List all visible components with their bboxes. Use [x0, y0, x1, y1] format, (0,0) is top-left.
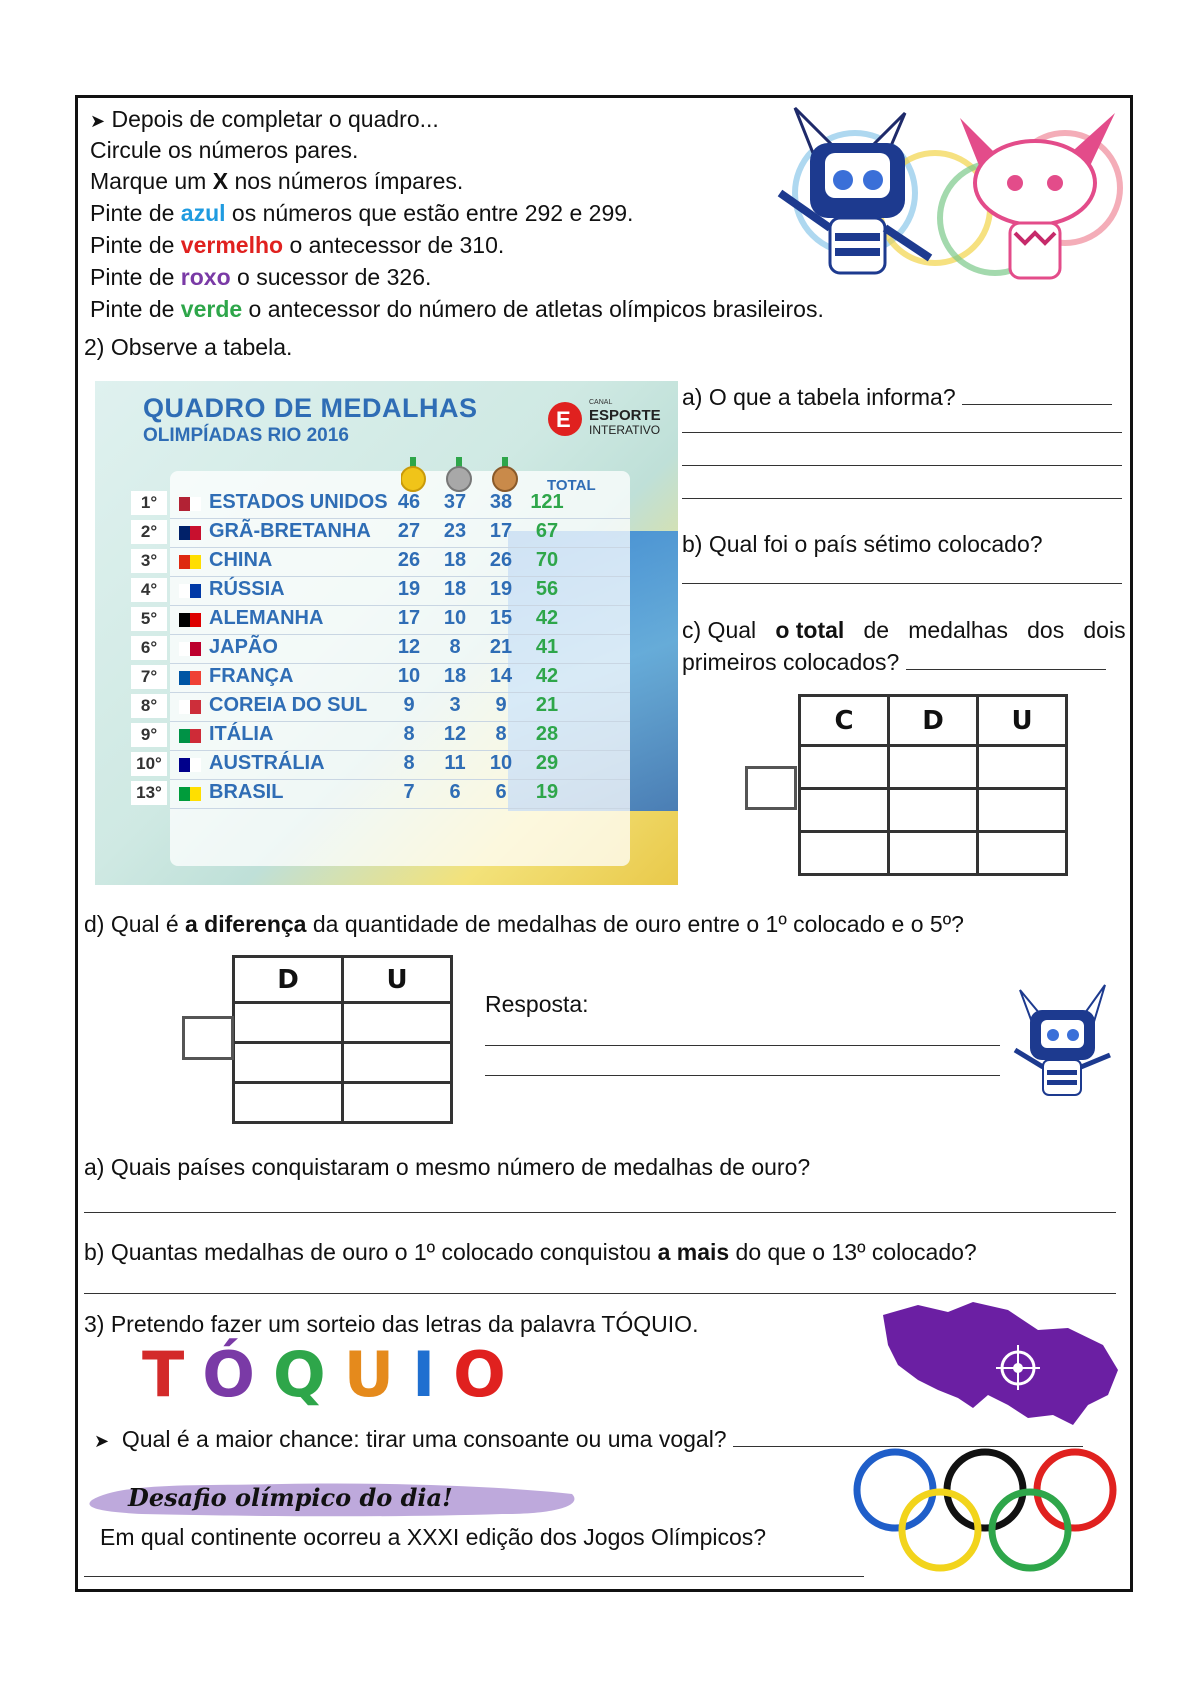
- toquio-letter: O: [453, 1338, 506, 1411]
- answer-line[interactable]: [84, 1576, 864, 1577]
- medal-total: 121: [530, 491, 564, 513]
- medal-row: [131, 549, 651, 577]
- country-name: ALEMANHA: [209, 607, 324, 629]
- medal-table-subtitle: OLIMPÍADAS RIO 2016: [143, 425, 349, 446]
- instruction-roxo: Pinte de roxo o sucessor de 326.: [90, 264, 432, 290]
- medal-row: [131, 665, 651, 693]
- medal-total: 19: [535, 781, 559, 803]
- medal-total: 42: [535, 665, 559, 687]
- country-name: JAPÃO: [209, 636, 278, 658]
- olympic-rings-icon: [850, 1440, 1125, 1580]
- medal-row: [131, 752, 651, 780]
- total-header: TOTAL: [547, 477, 596, 494]
- row-divider: [170, 692, 630, 693]
- desafio-question: Em qual continente ocorreu a XXXI edição dos Jogos Olímpicos?: [100, 1524, 767, 1550]
- answer-line[interactable]: [84, 1212, 1116, 1213]
- medal-row: [131, 491, 651, 519]
- section2-heading: 2) Observe a tabela.: [84, 334, 293, 360]
- cdu-cell[interactable]: [800, 832, 889, 875]
- medal-count-bronze: 17: [489, 520, 513, 542]
- country-flag-icon: [179, 700, 201, 714]
- question-d: d) Qual é a diferença da quantidade de medalhas de ouro entre o 1º colocado e o 5º?: [84, 911, 964, 937]
- medal-count-gold: 8: [403, 723, 415, 745]
- du-cell[interactable]: [234, 1043, 343, 1083]
- answer-line[interactable]: [682, 498, 1122, 499]
- cdu-cell[interactable]: [889, 789, 978, 832]
- country-name: RÚSSIA: [209, 578, 285, 600]
- toquio-letter: Q: [273, 1338, 326, 1411]
- medal-total: 28: [535, 723, 559, 745]
- country-name: FRANÇA: [209, 665, 294, 687]
- operation-sign-box[interactable]: [745, 766, 797, 810]
- country-flag-icon: [179, 671, 201, 685]
- country-flag-icon: [179, 555, 201, 569]
- medal-count-bronze: 8: [495, 723, 507, 745]
- medal-count-gold: 27: [397, 520, 421, 542]
- medal-rank: 10°: [131, 752, 167, 776]
- row-divider: [170, 750, 630, 751]
- medal-count-gold: 26: [397, 549, 421, 571]
- logo-big: ESPORTE: [589, 407, 661, 424]
- svg-text:E: E: [556, 407, 571, 432]
- country-name: COREIA DO SUL: [209, 694, 368, 716]
- question-b: b) Qual foi o país sétimo colocado?: [682, 531, 1043, 557]
- du-header-u: U: [343, 957, 452, 1003]
- row-divider: [170, 779, 630, 780]
- question-a2: a) Quais países conquistaram o mesmo número de medalhas de ouro?: [84, 1154, 811, 1180]
- row-divider: [170, 576, 630, 577]
- cdu-cell[interactable]: [800, 746, 889, 789]
- medal-count-bronze: 21: [489, 636, 513, 658]
- question-b2: b) Quantas medalhas de ouro o 1º colocado conquistou a mais do que o 13º colocado?: [84, 1239, 977, 1265]
- row-divider: [170, 663, 630, 664]
- medal-row: [131, 578, 651, 606]
- medal-total: 70: [535, 549, 559, 571]
- medal-rank: 4°: [131, 578, 167, 602]
- medal-table-title: QUADRO DE MEDALHAS: [143, 393, 478, 423]
- medal-row: [131, 520, 651, 548]
- medal-rank: 3°: [131, 549, 167, 573]
- medal-rank: 13°: [131, 781, 167, 805]
- medal-count-gold: 9: [403, 694, 415, 716]
- instruction-vermelho: Pinte de vermelho o antecessor de 310.: [90, 232, 505, 258]
- medal-rank: 9°: [131, 723, 167, 747]
- country-name: ESTADOS UNIDOS: [209, 491, 388, 513]
- country-flag-icon: [179, 526, 201, 540]
- question-a: a) O que a tabela informa?: [682, 383, 1112, 411]
- row-divider: [170, 547, 630, 548]
- medal-count-bronze: 19: [489, 578, 513, 600]
- intro-text: Depois de completar o quadro...: [111, 106, 439, 132]
- medal-row: [131, 694, 651, 722]
- medal-count-gold: 7: [403, 781, 415, 803]
- du-cell[interactable]: [234, 1003, 343, 1043]
- desafio-title: Desafio olímpico do dia!: [128, 1483, 453, 1512]
- operation-sign-box[interactable]: [182, 1016, 234, 1060]
- medal-rank: 7°: [131, 665, 167, 689]
- toquio-letter: Ó: [202, 1338, 256, 1411]
- du-grid[interactable]: [232, 955, 453, 1124]
- medal-count-gold: 8: [403, 752, 415, 774]
- tokyo-map-illustration: [878, 1300, 1123, 1428]
- cdu-cell[interactable]: [889, 746, 978, 789]
- answer-line[interactable]: [84, 1293, 1116, 1294]
- instruction-circle: Circule os números pares.: [90, 137, 359, 163]
- medal-rank: 8°: [131, 694, 167, 718]
- country-name: ITÁLIA: [209, 723, 274, 745]
- medal-total: 41: [535, 636, 559, 658]
- answer-line[interactable]: [682, 465, 1122, 466]
- instruction-azul: Pinte de azul os números que estão entre 292 e 299.: [90, 200, 634, 226]
- toquio-letter: U: [343, 1338, 395, 1411]
- row-divider: [170, 518, 630, 519]
- ei-logo-icon: [545, 399, 585, 439]
- medal-count-silver: 12: [443, 723, 467, 745]
- medal-count-silver: 6: [449, 781, 461, 803]
- medal-count-silver: 3: [449, 694, 461, 716]
- country-name: AUSTRÁLIA: [209, 752, 325, 774]
- medal-count-gold: 17: [397, 607, 421, 629]
- medal-count-bronze: 38: [489, 491, 513, 513]
- answer-line[interactable]: [485, 1075, 1000, 1076]
- resposta-label: Resposta:: [485, 991, 589, 1017]
- question-c-line2: primeiros colocados?: [682, 648, 1106, 676]
- logo-sub: INTERATIVO: [589, 423, 661, 437]
- medal-count-bronze: 26: [489, 549, 513, 571]
- toquio-letter: I: [412, 1338, 436, 1411]
- cdu-grid[interactable]: [798, 694, 1068, 876]
- logo-small: CANAL: [589, 399, 613, 406]
- answer-line[interactable]: [485, 1045, 1000, 1046]
- medal-count-silver: 37: [443, 491, 467, 513]
- medal-total: 21: [535, 694, 559, 716]
- medal-total: 67: [535, 520, 559, 542]
- medal-count-silver: 18: [443, 665, 467, 687]
- esporte-interativo-logo: [545, 399, 665, 439]
- medal-count-silver: 23: [443, 520, 467, 542]
- medal-count-gold: 19: [397, 578, 421, 600]
- small-mascot-illustration: [1005, 975, 1120, 1110]
- medal-row: [131, 781, 651, 809]
- section3-heading: 3) Pretendo fazer um sorteio das letras da palavra TÓQUIO.: [84, 1311, 699, 1337]
- medal-count-gold: 46: [397, 491, 421, 513]
- instruction-verde: Pinte de verde o antecessor do número de atletas olímpicos brasileiros.: [90, 296, 824, 322]
- cdu-cell[interactable]: [978, 746, 1067, 789]
- medal-rank: 1°: [131, 491, 167, 515]
- medal-count-bronze: 14: [489, 665, 513, 687]
- arrow-bullet-icon: ➤: [90, 111, 106, 131]
- medal-rank: 5°: [131, 607, 167, 631]
- intro-line: [90, 105, 439, 135]
- country-flag-icon: [179, 642, 201, 656]
- cdu-cell[interactable]: [889, 832, 978, 875]
- country-flag-icon: [179, 497, 201, 511]
- medal-total: 29: [535, 752, 559, 774]
- cdu-cell[interactable]: [978, 789, 1067, 832]
- medal-count-gold: 10: [397, 665, 421, 687]
- medal-rank: 2°: [131, 520, 167, 544]
- cdu-cell[interactable]: [800, 789, 889, 832]
- medal-count-bronze: 15: [489, 607, 513, 629]
- country-flag-icon: [179, 729, 201, 743]
- medal-count-bronze: 10: [489, 752, 513, 774]
- row-divider: [170, 721, 630, 722]
- medal-row: [131, 723, 651, 751]
- medal-count-gold: 12: [397, 636, 421, 658]
- medal-count-silver: 11: [444, 752, 466, 774]
- instruction-x: Marque um X nos números ímpares.: [90, 168, 464, 194]
- answer-line[interactable]: [682, 583, 1122, 584]
- mascots-illustration: [735, 98, 1130, 288]
- medal-total: 42: [535, 607, 559, 629]
- toquio-letter: T: [142, 1338, 185, 1411]
- medal-row: [131, 607, 651, 635]
- cdu-header-c: C: [800, 696, 889, 746]
- country-name: CHINA: [209, 549, 273, 571]
- medal-table-image: [95, 381, 678, 885]
- du-cell[interactable]: [343, 1043, 452, 1083]
- row-divider: [170, 605, 630, 606]
- medal-count-silver: 18: [443, 578, 467, 600]
- medal-total: 56: [535, 578, 559, 600]
- country-name: BRASIL: [209, 781, 284, 803]
- medal-count-bronze: 9: [495, 694, 507, 716]
- du-cell[interactable]: [343, 1083, 452, 1123]
- medal-count-silver: 18: [443, 549, 467, 571]
- country-flag-icon: [179, 758, 201, 772]
- question-chance: ➤ Qual é a maior chance: tirar uma consoante ou uma vogal?: [94, 1425, 1083, 1455]
- du-cell[interactable]: [234, 1083, 343, 1123]
- country-flag-icon: [179, 787, 201, 801]
- country-flag-icon: [179, 613, 201, 627]
- medal-count-silver: 10: [443, 607, 467, 629]
- medal-count-silver: 8: [449, 636, 461, 658]
- du-cell[interactable]: [343, 1003, 452, 1043]
- question-c-line1: c) Qual o total de medalhas dos dois: [682, 617, 1126, 643]
- arrow-bullet-icon: ➤: [94, 1431, 110, 1451]
- cdu-header-d: D: [889, 696, 978, 746]
- country-flag-icon: [179, 584, 201, 598]
- country-name: GRÃ-BRETANHA: [209, 520, 371, 542]
- cdu-header-u: U: [978, 696, 1067, 746]
- medal-row: [131, 636, 651, 664]
- cdu-cell[interactable]: [978, 832, 1067, 875]
- row-divider: [170, 808, 630, 809]
- row-divider: [170, 634, 630, 635]
- medal-rank: 6°: [131, 636, 167, 660]
- answer-line[interactable]: [682, 432, 1122, 433]
- medal-count-bronze: 6: [495, 781, 507, 803]
- du-header-d: D: [234, 957, 343, 1003]
- toquio-word: [142, 1338, 524, 1411]
